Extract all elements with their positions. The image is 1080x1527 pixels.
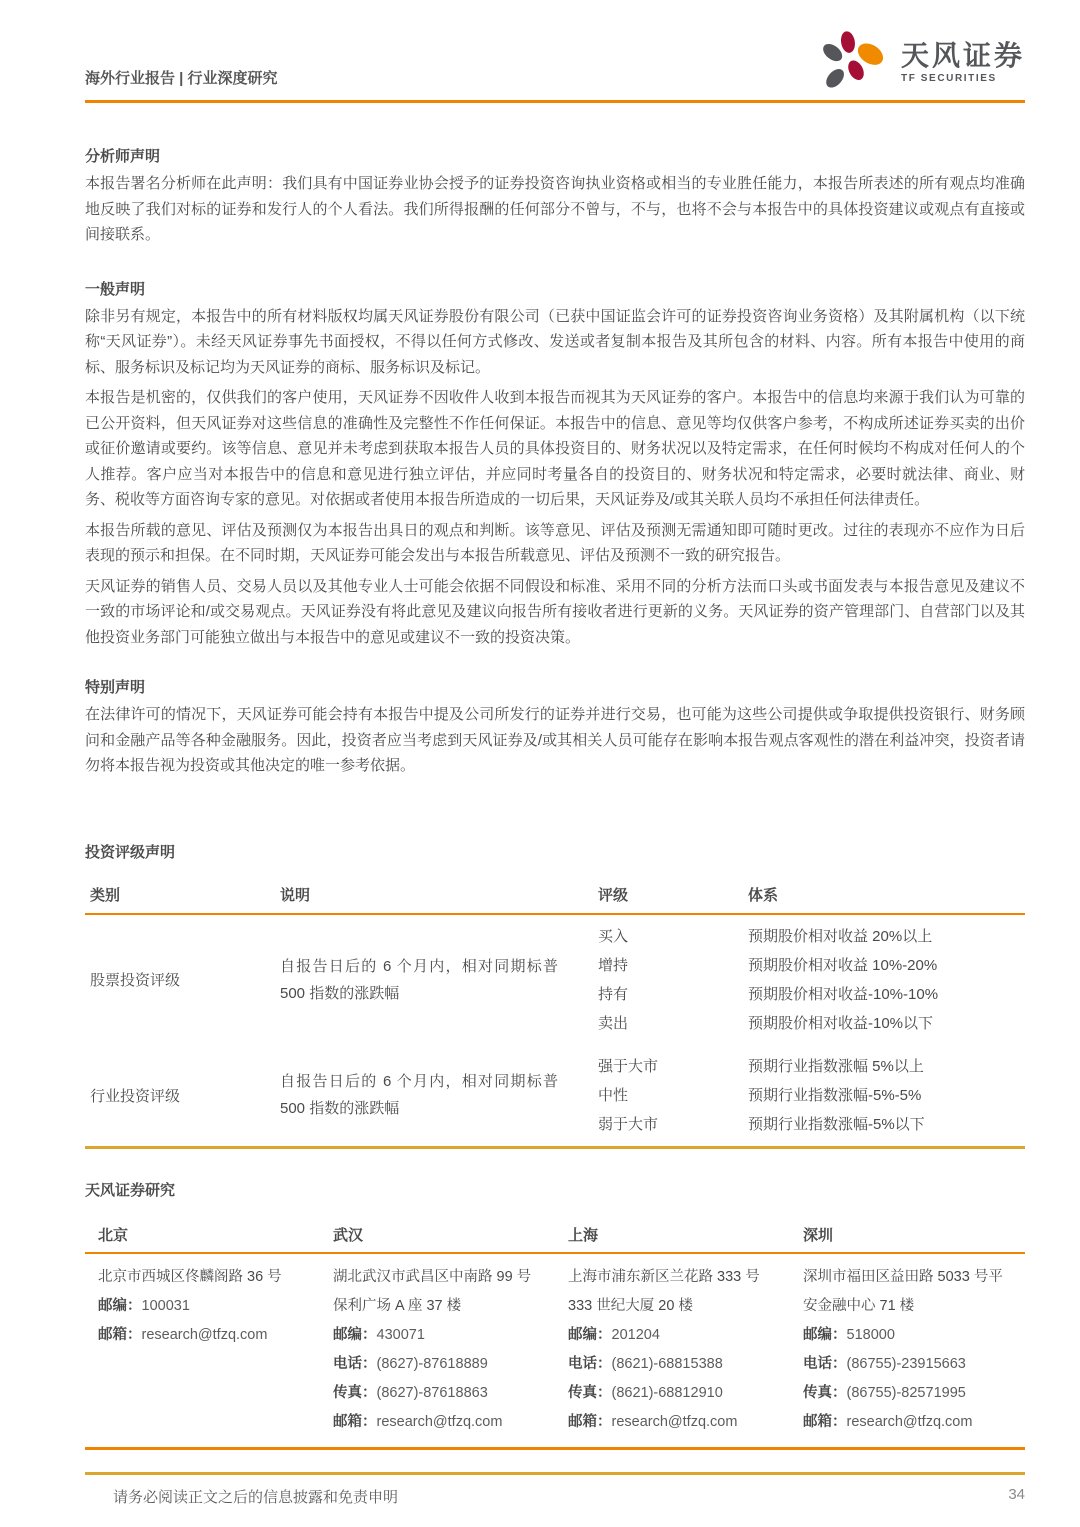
rating-group-rows xyxy=(598,922,1025,1038)
office-detail-label: 传真： xyxy=(333,1384,377,1401)
office-detail-row xyxy=(568,1321,776,1350)
rating-system: 预期行业指数涨幅-5%以下 xyxy=(748,1115,925,1133)
office-detail-row xyxy=(333,1321,541,1350)
rating-row xyxy=(598,1052,1025,1081)
analyst-statement-title: 分析师声明 xyxy=(85,148,161,165)
office-detail-value: (86755)-23915663 xyxy=(846,1355,966,1372)
rating-col-description: 说明 xyxy=(280,886,311,904)
section-investment-rating xyxy=(85,841,1025,1149)
rating-system: 预期行业指数涨幅-5%-5% xyxy=(748,1086,922,1104)
rating-value: 持有 xyxy=(598,985,629,1003)
rating-group-category: 股票投资评级 xyxy=(90,972,181,989)
office-detail-value: (8621)-68815388 xyxy=(611,1355,723,1372)
office-address: 北京市西城区佟麟阁路 36 号 xyxy=(98,1268,282,1285)
general-statement-paragraph: 天风证券的销售人员、交易人员以及其他专业人士可能会依据不同假设和标准、采用不同的分析方法而口头或书面发表与本报告意见及建议不一致的市场评论和/或交易观点。天风证券没有将此意见及建议向报告所有接收者进行更新的义务。天风证券的资产管理部门、自营部门以及其他投资业务部门可能独立做出与本报告中的意见或建议不一致的投资决策。 xyxy=(85,577,1025,646)
rating-value: 买入 xyxy=(598,927,629,945)
tf-flower-icon xyxy=(819,30,893,96)
page-number: 34 xyxy=(1008,1486,1025,1503)
office-detail-row xyxy=(98,1292,306,1321)
office-detail-row xyxy=(333,1379,541,1408)
office-detail-label: 邮编： xyxy=(98,1297,142,1314)
office-wuhan xyxy=(320,1263,555,1437)
rating-value: 中性 xyxy=(598,1086,629,1104)
rating-group-category: 行业投资评级 xyxy=(90,1087,181,1105)
general-statement-paragraph: 除非另有规定，本报告中的所有材料版权均属天风证券股份有限公司（已获中国证监会许可的证券投资咨询业务资格）及其附属机构（以下统称“天风证券”）。未经天风证券事先书面授权，不得以任何方式修改、发送或者复制本报告及其所包含的材料、内容。所有本报告中使用的商标、服务标识及标记均为天风证券的商标、服务标识及标记。 xyxy=(85,307,1025,376)
analyst-statement-paragraph: 本报告署名分析师在此声明：我们具有中国证券业协会授予的证券投资咨询执业资格或相当的专业胜任能力，本报告所表述的所有观点均准确地反映了我们对标的证券和发行人的个人看法。我们所得报酬的任何部分不曾与，不与，也将不会与本报告中的具体投资建议或观点有直接或间接联系。 xyxy=(85,175,1025,243)
rating-system: 预期股价相对收益 20%以上 xyxy=(748,927,933,945)
office-detail-row xyxy=(803,1350,1011,1379)
office-shanghai xyxy=(555,1263,790,1437)
rating-col-system: 体系 xyxy=(748,886,779,904)
rating-row xyxy=(598,1009,1025,1038)
rating-table xyxy=(85,884,1025,1149)
footer-disclaimer: 请务必阅读正文之后的信息披露和免责申明 xyxy=(113,1489,399,1506)
rating-group-industry xyxy=(85,1045,1025,1146)
office-email: research@tfzq.com xyxy=(611,1413,738,1430)
office-detail-row xyxy=(333,1350,541,1379)
investment-rating-title: 投资评级声明 xyxy=(85,843,176,861)
rating-value: 弱于大市 xyxy=(598,1115,659,1133)
report-category-title: 海外行业报告 | 行业深度研究 xyxy=(85,70,278,87)
office-detail-label: 电话： xyxy=(333,1355,377,1372)
rating-row xyxy=(598,1110,1025,1139)
office-detail-value: 100031 xyxy=(141,1297,190,1314)
office-detail-row xyxy=(568,1350,776,1379)
office-detail-label: 电话： xyxy=(803,1355,847,1372)
office-email: research@tfzq.com xyxy=(376,1413,503,1430)
rating-row xyxy=(598,951,1025,980)
logo-name-cn: 天风证券 xyxy=(900,40,1025,71)
office-address: 深圳市福田区益田路 5033 号平安金融中心 71 楼 xyxy=(803,1268,1003,1314)
office-detail-label: 邮箱： xyxy=(98,1326,142,1343)
office-beijing xyxy=(85,1263,320,1437)
offices-table xyxy=(85,1224,1025,1450)
rating-value: 卖出 xyxy=(598,1014,629,1032)
office-detail-row xyxy=(803,1321,1011,1350)
office-city-shenzhen: 深圳 xyxy=(803,1226,834,1244)
page-header xyxy=(85,0,1025,103)
rating-value: 增持 xyxy=(598,956,629,974)
rating-system: 预期股价相对收益 10%-20% xyxy=(748,956,938,974)
office-detail-value: 201204 xyxy=(611,1326,660,1343)
office-detail-value: (86755)-82571995 xyxy=(846,1384,966,1401)
rating-group-stock xyxy=(85,915,1025,1045)
logo-name-en: TF SECURITIES xyxy=(900,73,997,84)
page-footer xyxy=(85,1472,1025,1507)
office-detail-row xyxy=(333,1408,541,1437)
rating-group-description: 自报告日后的 6 个月内，相对同期标普 500 指数的涨跌幅 xyxy=(280,1073,558,1117)
offices-body xyxy=(85,1254,1025,1437)
office-detail-label: 邮箱： xyxy=(333,1413,377,1430)
office-detail-row xyxy=(98,1321,306,1350)
office-detail-label: 邮箱： xyxy=(803,1413,847,1430)
office-city-shanghai: 上海 xyxy=(568,1226,599,1244)
office-detail-label: 电话： xyxy=(568,1355,612,1372)
office-detail-value: 430071 xyxy=(376,1326,425,1343)
office-detail-label: 传真： xyxy=(568,1384,612,1401)
special-statement-paragraph: 在法律许可的情况下，天风证券可能会持有本报告中提及公司所发行的证券并进行交易，也可能为这些公司提供或争取提供投资银行、财务顾问和金融产品等各种金融服务。因此，投资者应当考虑到天风证券及/或其相关人员可能存在影响本报告观点客观性的潜在利益冲突，投资者请勿将本报告视为投资或其他决定的唯一参考依据。 xyxy=(85,706,1025,774)
office-address: 上海市浦东新区兰花路 333 号 333 世纪大厦 20 楼 xyxy=(568,1268,760,1314)
office-detail-row xyxy=(568,1408,776,1437)
special-statement-title: 特别声明 xyxy=(85,679,146,696)
rating-row xyxy=(598,922,1025,951)
office-city-beijing: 北京 xyxy=(98,1226,129,1244)
rating-row xyxy=(598,1081,1025,1110)
office-address: 湖北武汉市武昌区中南路 99 号保利广场 A 座 37 楼 xyxy=(333,1268,532,1314)
office-email: research@tfzq.com xyxy=(141,1326,268,1343)
general-statement-paragraph: 本报告是机密的，仅供我们的客户使用，天风证券不因收件人收到本报告而视其为天风证券的客户。本报告中的信息均来源于我们认为可靠的已公开资料，但天风证券对这些信息的准确性及完整性不作任何保证。本报告中的信息、意见等均仅供客户参考，不构成所述证券买卖的出价或征价邀请或要约。该等信息、意见并未考虑到获取本报告人员的具体投资目的、财务状况以及特定需求，在任何时候均不构成对任何人的个人推荐。客户应当对本报告中的信息和意见进行独立评估，并应同时考量各自的投资目的、财务状况和特定需求，必要时就法律、商业、财务、税收等方面咨询专家的意见。对依据或者使用本报告所造成的一切后果，天风证券及/或其关联人员均不承担任何法律责任。 xyxy=(85,389,1025,508)
office-detail-label: 邮箱： xyxy=(568,1413,612,1430)
rating-system: 预期股价相对收益-10%以下 xyxy=(748,1014,934,1032)
tf-securities-logo xyxy=(819,30,1025,96)
section-analyst-statement xyxy=(85,145,1025,248)
section-research-offices xyxy=(85,1179,1025,1450)
logo-wordmark xyxy=(901,42,1025,84)
general-statement-title: 一般声明 xyxy=(85,280,146,298)
section-special-statement xyxy=(85,676,1025,779)
office-detail-label: 邮编： xyxy=(568,1326,612,1343)
office-detail-row xyxy=(803,1379,1011,1408)
office-detail-row xyxy=(568,1379,776,1408)
rating-group-rows xyxy=(598,1052,1025,1139)
rating-value: 强于大市 xyxy=(598,1057,659,1075)
rating-system: 预期行业指数涨幅 5%以上 xyxy=(748,1057,924,1075)
rating-row xyxy=(598,980,1025,1009)
section-general-statement xyxy=(85,278,1025,651)
office-detail-value: (8627)-87618863 xyxy=(376,1384,488,1401)
rating-col-category: 类别 xyxy=(90,886,121,904)
research-title: 天风证券研究 xyxy=(85,1181,176,1199)
office-shenzhen xyxy=(790,1263,1025,1437)
rating-group-description: 自报告日后的 6 个月内，相对同期标普 500 指数的涨跌幅 xyxy=(280,957,558,1002)
rating-system: 预期股价相对收益-10%-10% xyxy=(748,985,939,1003)
rating-table-header xyxy=(85,884,1025,915)
office-detail-label: 邮编： xyxy=(333,1326,377,1343)
office-email: research@tfzq.com xyxy=(846,1413,973,1430)
office-detail-row xyxy=(803,1408,1011,1437)
rating-col-rating: 评级 xyxy=(598,886,629,904)
office-detail-value: (8621)-68812910 xyxy=(611,1384,723,1401)
offices-header xyxy=(85,1224,1025,1254)
office-detail-label: 邮编： xyxy=(803,1326,847,1343)
office-detail-label: 传真： xyxy=(803,1384,847,1401)
general-statement-paragraph: 本报告所载的意见、评估及预测仅为本报告出具日的观点和判断。该等意见、评估及预测无需通知即可随时更改。过往的表现亦不应作为日后表现的预示和担保。在不同时期，天风证券可能会发出与本报告所载意见、评估及预测不一致的研究报告。 xyxy=(85,521,1025,564)
office-detail-value: 518000 xyxy=(846,1326,895,1343)
office-detail-value: (8627)-87618889 xyxy=(376,1355,488,1372)
office-city-wuhan: 武汉 xyxy=(333,1226,364,1244)
